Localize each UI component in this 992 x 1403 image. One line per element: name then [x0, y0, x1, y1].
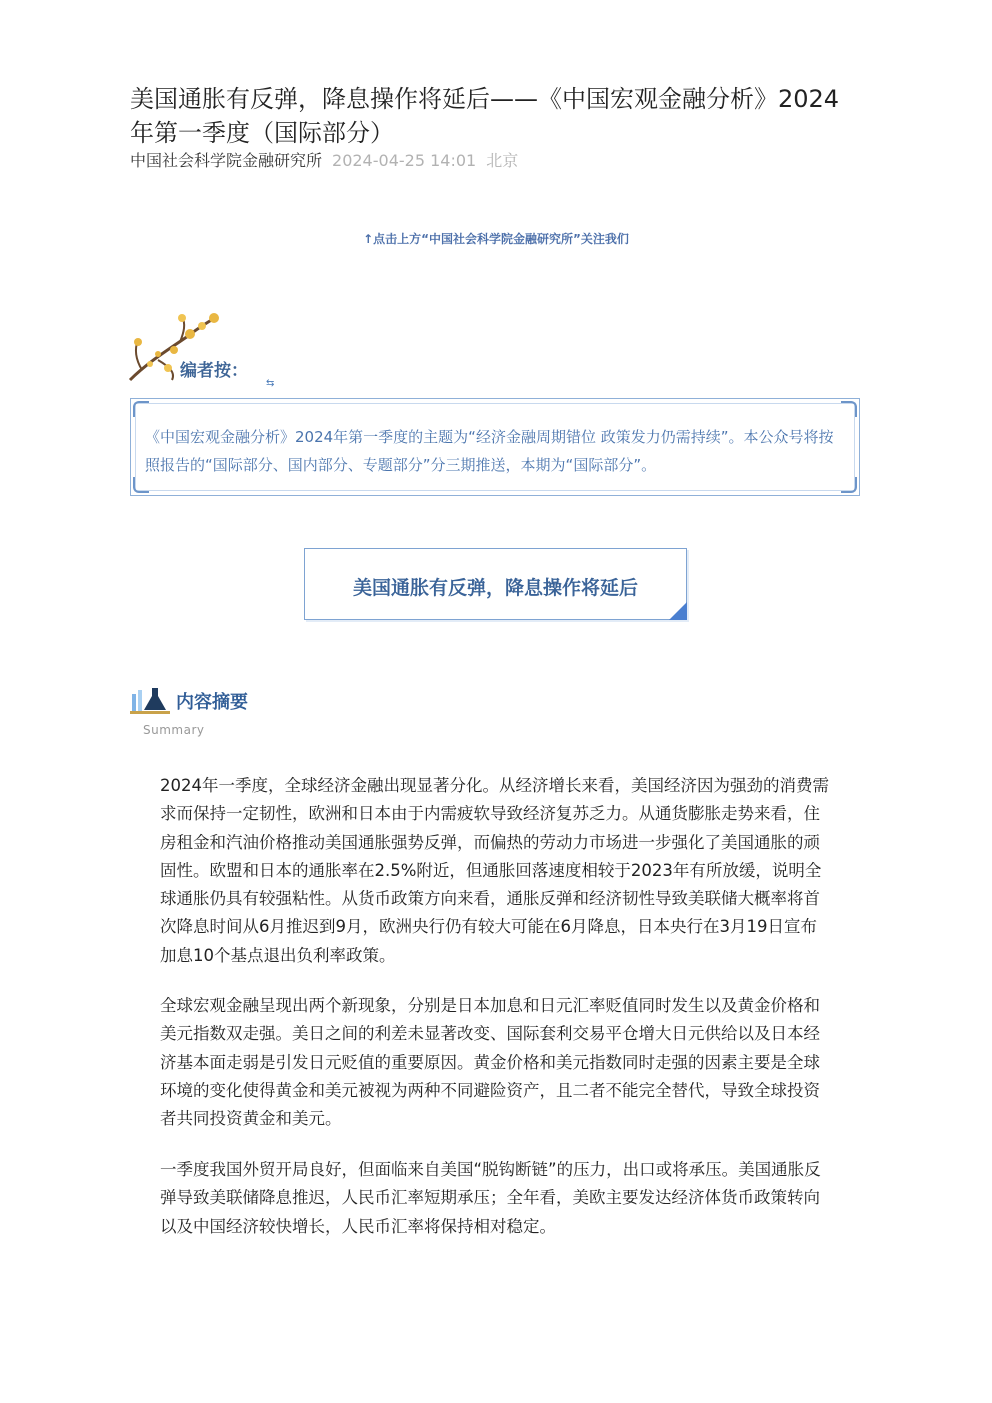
follow-prompt[interactable]: ↑点击上方“中国社会科学院金融研究所”关注我们	[363, 232, 629, 246]
editor-note-box	[130, 398, 860, 496]
article-title: 美国通胀有反弹，降息操作将延后——《中国宏观金融分析》2024年第一季度（国际部分）	[130, 85, 840, 148]
editor-note-text: 《中国宏观金融分析》2024年第一季度的主题为“经济金融周期错位 政策发力仍需持续”。本公众号将按照报告的“国际部分、国内部分、专题部分”分三期推送，本期为“国际部分”。	[145, 428, 834, 474]
article-meta	[130, 148, 518, 171]
corner-ornament-icon	[841, 401, 857, 417]
editor-note-label: 编者按：	[180, 361, 248, 381]
author-link[interactable]: 中国社会科学院金融研究所	[130, 151, 323, 170]
corner-ornament-icon	[841, 477, 857, 493]
body-paragraph: 全球宏观金融呈现出两个新现象，分别是日本加息和日元汇率贬值同时发生以及黄金价格和美元指数双走强。美日之间的利差未显著改变、国际套利交易平仓增大日元供给以及日本经济基本面走弱是引发日元贬值的重要原因。黄金价格和美元指数同时走强的因素主要是全球环境的变化使得黄金和美元被视为两种不同避险资产，且二者不能完全替代，导致全球投资者共同投资黄金和美元。	[160, 996, 820, 1129]
decorative-mark: ⇆	[266, 378, 275, 389]
corner-ornament-icon	[133, 401, 149, 417]
summary-title: 内容摘要	[176, 692, 248, 713]
publish-location: 北京	[486, 151, 519, 170]
section-banner-title: 美国通胀有反弹，降息操作将延后	[352, 577, 638, 599]
section-banner	[304, 548, 687, 620]
body-paragraph: 一季度我国外贸开局良好，但面临来自美国“脱钩断链”的压力，出口或将承压。美国通胀反弹导致美联储降息推迟，人民币汇率短期承压；全年看，美欧主要发达经济体货币政策转向以及中国经济较快增长，人民币汇率将保持相对稳定。	[160, 1160, 821, 1236]
summary-subtitle: Summary	[143, 723, 205, 737]
corner-ornament-icon	[133, 477, 149, 493]
publish-time: 2024-04-25 14:01	[332, 151, 477, 170]
body-paragraph: 2024年一季度，全球经济金融出现显著分化。从经济增长来看，美国经济因为强劲的消费需求而保持一定韧性，欧洲和日本由于内需疲软导致经济复苏乏力。从通货膨胀走势来看，住房租金和汽油价格推动美国通胀强势反弹，而偏热的劳动力市场进一步强化了美国通胀的顽固性。欧盟和日本的通胀率在2.5%附近，但通胀回落速度相较于2023年有所放缓，说明全球通胀仍具有较强粘性。从货币政策方向来看，通胀反弹和经济韧性导致美联储大概率将首次降息时间从6月推迟到9月，欧洲央行仍有较大可能在6月降息，日本央行在3月19日宣布加息10个基点退出负利率政策。	[160, 776, 829, 965]
lab-flask-icon	[130, 686, 170, 714]
folded-corner-icon	[669, 602, 687, 620]
